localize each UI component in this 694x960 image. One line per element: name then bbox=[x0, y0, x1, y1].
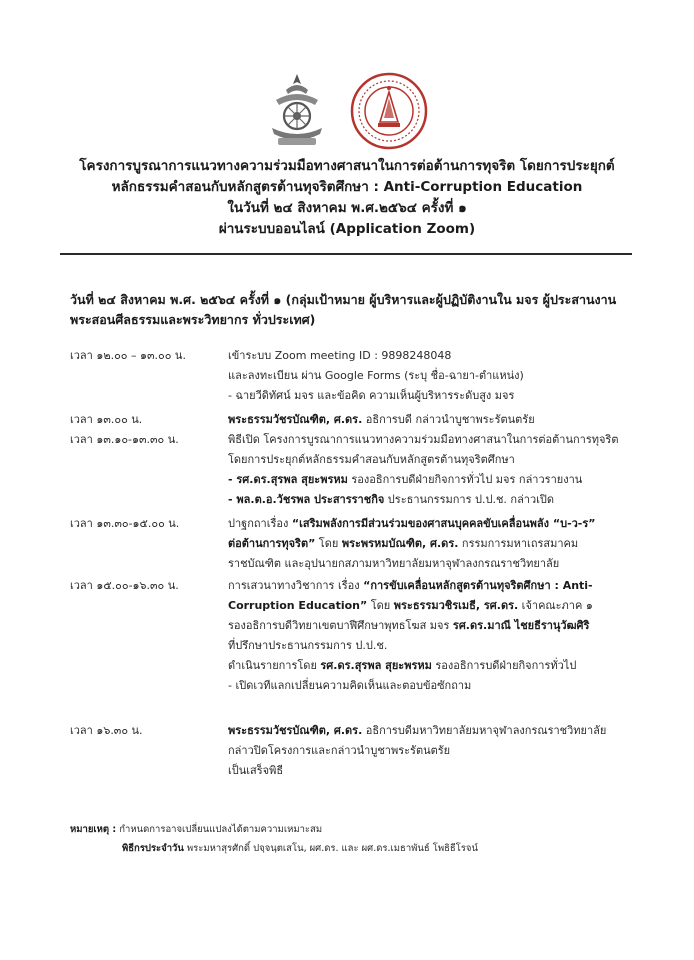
header-line-3: ในวันที่ ๒๔ สิงหาคม พ.ศ.๒๕๖๔ ครั้งที่ ๑ bbox=[227, 200, 467, 216]
schedule-row bbox=[70, 410, 660, 430]
desc-line: - เปิดเวทีแลกเปลี่ยนความคิดเห็นและตอบข้อซักถาม bbox=[228, 679, 472, 692]
schedule-row bbox=[70, 346, 660, 410]
document-header bbox=[40, 156, 654, 240]
university-seal-icon bbox=[350, 72, 428, 150]
desc-line bbox=[228, 616, 660, 636]
desc-line: - ฉายวีดิทัศน์ มจร และข้อคิด ความเห็นผู้บริหารระดับสูง มจร bbox=[228, 389, 515, 402]
desc-text: อธิการบดีมหาวิทยาลัยมหาจุฬาลงกรณราชวิทยาลัย bbox=[362, 724, 607, 737]
desc-text: รองอธิการบดีฝ่ายกิจการทั่วไป bbox=[431, 659, 577, 672]
schedule-description bbox=[228, 514, 660, 574]
desc-line bbox=[228, 534, 660, 554]
header-divider bbox=[60, 253, 632, 255]
header-line-1: โครงการบูรณาการแนวทางความร่วมมือทางศาสนาในการต่อต้านการทุจริต โดยการประยุกต์ bbox=[79, 158, 615, 174]
desc-text: กรรมการมหาเถรสมาคม bbox=[458, 537, 579, 550]
talk-title: “เสริมพลังการมีส่วนร่วมของศาสนบุคคลขับเคลื่อนพลัง “บ-ว-ร” bbox=[291, 517, 596, 530]
schedule-description bbox=[228, 410, 660, 430]
header-line-4: ผ่านระบบออนไลน์ (Application Zoom) bbox=[218, 221, 476, 237]
speaker-name: พระธรรมวัชรบัณฑิต, ศ.ดร. bbox=[228, 413, 363, 426]
desc-text: การเสวนาทางวิชาการ เรื่อง bbox=[228, 579, 364, 592]
mc-text: พระมหาสุรศักดิ์ ปจฺจนฺตเสโน, ผศ.ดร. และ ผศ.ดร.เมธาพันธ์ โพธิธีโรจน์ bbox=[183, 843, 478, 854]
talk-title: “การขับเคลื่อนหลักสูตรต้านทุจริตศึกษา : Anti- bbox=[363, 579, 593, 592]
mc-label: พิธีกรประจำวัน bbox=[122, 843, 184, 854]
schedule-time: เวลา ๑๓.๑๐-๑๓.๓๐ น. bbox=[70, 433, 179, 446]
speaker-name: - รศ.ดร.สุรพล สุยะพรหม bbox=[228, 473, 348, 486]
desc-line: เป็นเสร็จพิธี bbox=[228, 764, 284, 777]
schedule-description bbox=[228, 576, 660, 696]
desc-line: กล่าวปิดโครงการและกล่าวนำบูชาพระรัตนตรัย bbox=[228, 744, 451, 757]
desc-line bbox=[228, 410, 660, 430]
desc-line: พิธีเปิด โครงการบูรณาการแนวทางความร่วมมือทางศาสนาในการต่อต้านการทุจริต bbox=[228, 433, 619, 446]
day-heading-line-2: พระสอนศีลธรรมและพระวิทยากร ทั่วประเทศ) bbox=[70, 312, 316, 327]
schedule-row bbox=[70, 721, 660, 781]
desc-line bbox=[228, 490, 660, 510]
speaker-name: พระธรรมวชิรเมธี, รศ.ดร. bbox=[393, 599, 519, 612]
desc-text: ปาฐกถาเรื่อง bbox=[228, 517, 292, 530]
desc-line: และลงทะเบียน ผ่าน Google Forms (ระบุ ชื่อ-ฉายา-ตำแหน่ง) bbox=[228, 369, 524, 382]
desc-line bbox=[228, 596, 660, 616]
desc-text: อธิการบดี กล่าวนำบูชาพระรัตนตรัย bbox=[362, 413, 535, 426]
speaker-name: รศ.ดร.มาณี ไชยธีรานุวัฒศิริ bbox=[452, 619, 590, 632]
day-heading-line-1: วันที่ ๒๔ สิงหาคม พ.ศ. ๒๕๖๔ ครั้งที่ ๑ (กลุ่มเป้าหมาย ผู้บริหารและผู้ปฏิบัติงานใน มจร ผู้ประสานงาน bbox=[70, 292, 617, 307]
logo-row bbox=[0, 70, 694, 150]
desc-text: รองอธิการบดีวิทยาเขตบาฬีศึกษาพุทธโฆส มจร bbox=[228, 619, 453, 632]
buddhist-emblem-icon bbox=[262, 70, 332, 150]
desc-line bbox=[228, 514, 660, 534]
note-label: หมายเหตุ : bbox=[70, 824, 117, 835]
speaker-name: พระพรหมบัณฑิต, ศ.ดร. bbox=[341, 537, 459, 550]
desc-text: เจ้าคณะภาค ๑ bbox=[518, 599, 593, 612]
desc-text: รองอธิการบดีฝ่ายกิจการทั่วไป มจร กล่าวรายงาน bbox=[347, 473, 583, 486]
note-line bbox=[70, 820, 670, 839]
desc-line bbox=[228, 656, 660, 676]
schedule-time: เวลา ๑๖.๓๐ น. bbox=[70, 724, 143, 737]
desc-text: ประธานกรรมการ ป.ป.ช. กล่าวเปิด bbox=[384, 493, 555, 506]
schedule-time: เวลา ๑๓.๓๐-๑๕.๐๐ น. bbox=[70, 517, 180, 530]
schedule-time: เวลา ๑๒.๐๐ – ๑๓.๐๐ น. bbox=[70, 349, 186, 362]
schedule-time: เวลา ๑๕.๐๐-๑๖.๓๐ น. bbox=[70, 579, 179, 592]
schedule-time: เวลา ๑๓.๐๐ น. bbox=[70, 413, 143, 426]
talk-title: ต่อต้านการทุจริต” bbox=[228, 537, 316, 550]
schedule-row bbox=[70, 430, 660, 514]
mc-line bbox=[122, 839, 670, 858]
note-text: กำหนดการอาจเปลี่ยนแปลงได้ตามความเหมาะสม bbox=[116, 824, 323, 835]
desc-line bbox=[228, 576, 660, 596]
day-heading bbox=[70, 290, 650, 330]
desc-line: เข้าระบบ Zoom meeting ID : 9898248048 bbox=[228, 349, 452, 362]
speaker-name: รศ.ดร.สุรพล สุยะพรหม bbox=[320, 659, 432, 672]
desc-line: โดยการประยุกต์หลักธรรมคำสอนกับหลักสูตรต้านทุจริตศึกษา bbox=[228, 453, 515, 466]
schedule-description bbox=[228, 430, 660, 510]
schedule-description bbox=[228, 721, 660, 781]
desc-line: ที่ปรึกษาประธานกรรมการ ป.ป.ช. bbox=[228, 639, 388, 652]
desc-text: โดย bbox=[367, 599, 394, 612]
desc-line bbox=[228, 470, 660, 490]
schedule-list bbox=[70, 346, 660, 781]
schedule-row bbox=[70, 514, 660, 576]
speaker-name: - พล.ต.อ.วัชรพล ประสารราชกิจ bbox=[228, 493, 385, 506]
talk-title: Corruption Education” bbox=[228, 599, 368, 612]
schedule-row bbox=[70, 576, 660, 721]
desc-line: ราชบัณฑิต และอุปนายกสภามหาวิทยาลัยมหาจุฬาลงกรณราชวิทยาลัย bbox=[228, 557, 560, 570]
schedule-description bbox=[228, 346, 660, 406]
header-line-2: หลักธรรมคำสอนกับหลักสูตรต้านทุจริตศึกษา : Anti-Corruption Education bbox=[111, 179, 583, 195]
desc-line bbox=[228, 721, 660, 741]
desc-text: ดำเนินรายการโดย bbox=[228, 659, 321, 672]
desc-text: โดย bbox=[315, 537, 342, 550]
speaker-name: พระธรรมวัชรบัณฑิต, ศ.ดร. bbox=[228, 724, 363, 737]
notes-section bbox=[70, 820, 670, 858]
